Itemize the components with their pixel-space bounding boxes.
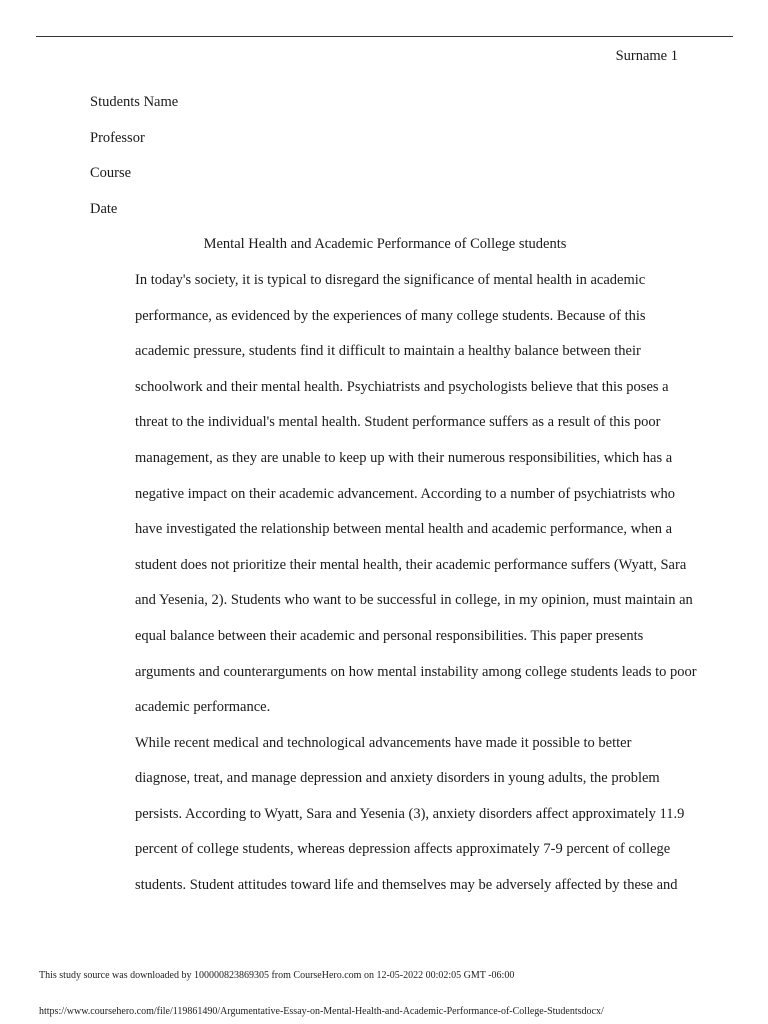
paragraph-line: academic performance. bbox=[135, 699, 271, 716]
paragraph-line: have investigated the relationship between mental health and academic performance, when a bbox=[135, 521, 673, 538]
paragraph-line: In today's society, it is typical to disregard the significance of mental health in academic bbox=[135, 271, 646, 288]
paragraph-line: percent of college students, whereas depression affects approximately 7-9 percent of college bbox=[135, 841, 671, 858]
running-head: Surname 1 bbox=[615, 48, 678, 64]
paragraph-line: persists. According to Wyatt, Sara and Yesenia (3), anxiety disorders affect approximately 11.9 bbox=[135, 805, 685, 822]
paragraph-line: equal balance between their academic and personal responsibilities. This paper presents bbox=[135, 627, 644, 644]
page-body bbox=[90, 85, 697, 904]
paragraph-line: arguments and counterarguments on how mental instability among college students leads to poor bbox=[135, 663, 697, 680]
essay-title: Mental Health and Academic Performance of College students bbox=[203, 236, 567, 253]
course-line: Course bbox=[90, 165, 132, 182]
top-rule bbox=[36, 36, 733, 37]
paragraph-line: student does not prioritize their mental health, their academic performance suffers (Wyatt, Sara bbox=[135, 556, 687, 573]
paragraph-line: schoolwork and their mental health. Psychiatrists and psychologists believe that this poses a bbox=[135, 378, 669, 395]
date-line: Date bbox=[90, 200, 118, 217]
essay-paragraph-2 bbox=[90, 726, 685, 904]
essay-paragraph-1 bbox=[90, 263, 697, 726]
paragraph-line: diagnose, treat, and manage depression and anxiety disorders in young adults, the problem bbox=[135, 770, 660, 787]
source-url: https://www.coursehero.com/file/119861490/Argumentative-Essay-on-Mental-Health-and-Academic-Performance-of-College-Studentsdocx/ bbox=[39, 1006, 604, 1017]
paragraph-line: management, as they are unable to keep up with their numerous responsibilities, which has a bbox=[135, 449, 673, 466]
paragraph-line: students. Student attitudes toward life and themselves may be adversely affected by these and bbox=[135, 877, 678, 894]
paragraph-line: negative impact on their academic advancement. According to a number of psychiatrists who bbox=[135, 485, 675, 502]
paragraph-line: academic pressure, students find it difficult to maintain a healthy balance between their bbox=[135, 343, 641, 360]
download-source-note: This study source was downloaded by 100000823869305 from CourseHero.com on 12-05-2022 00:02:05 GMT -06:00 bbox=[39, 970, 515, 981]
paragraph-line: While recent medical and technological advancements have made it possible to better bbox=[135, 734, 632, 751]
student-name-line: Students Name bbox=[90, 94, 179, 110]
paragraph-line: performance, as evidenced by the experiences of many college students. Because of this bbox=[135, 307, 646, 324]
paragraph-line: threat to the individual's mental health. Student performance suffers as a result of this poor bbox=[135, 414, 661, 431]
paragraph-line: and Yesenia, 2). Students who want to be successful in college, in my opinion, must maintain an bbox=[135, 592, 693, 609]
professor-line: Professor bbox=[90, 129, 145, 146]
